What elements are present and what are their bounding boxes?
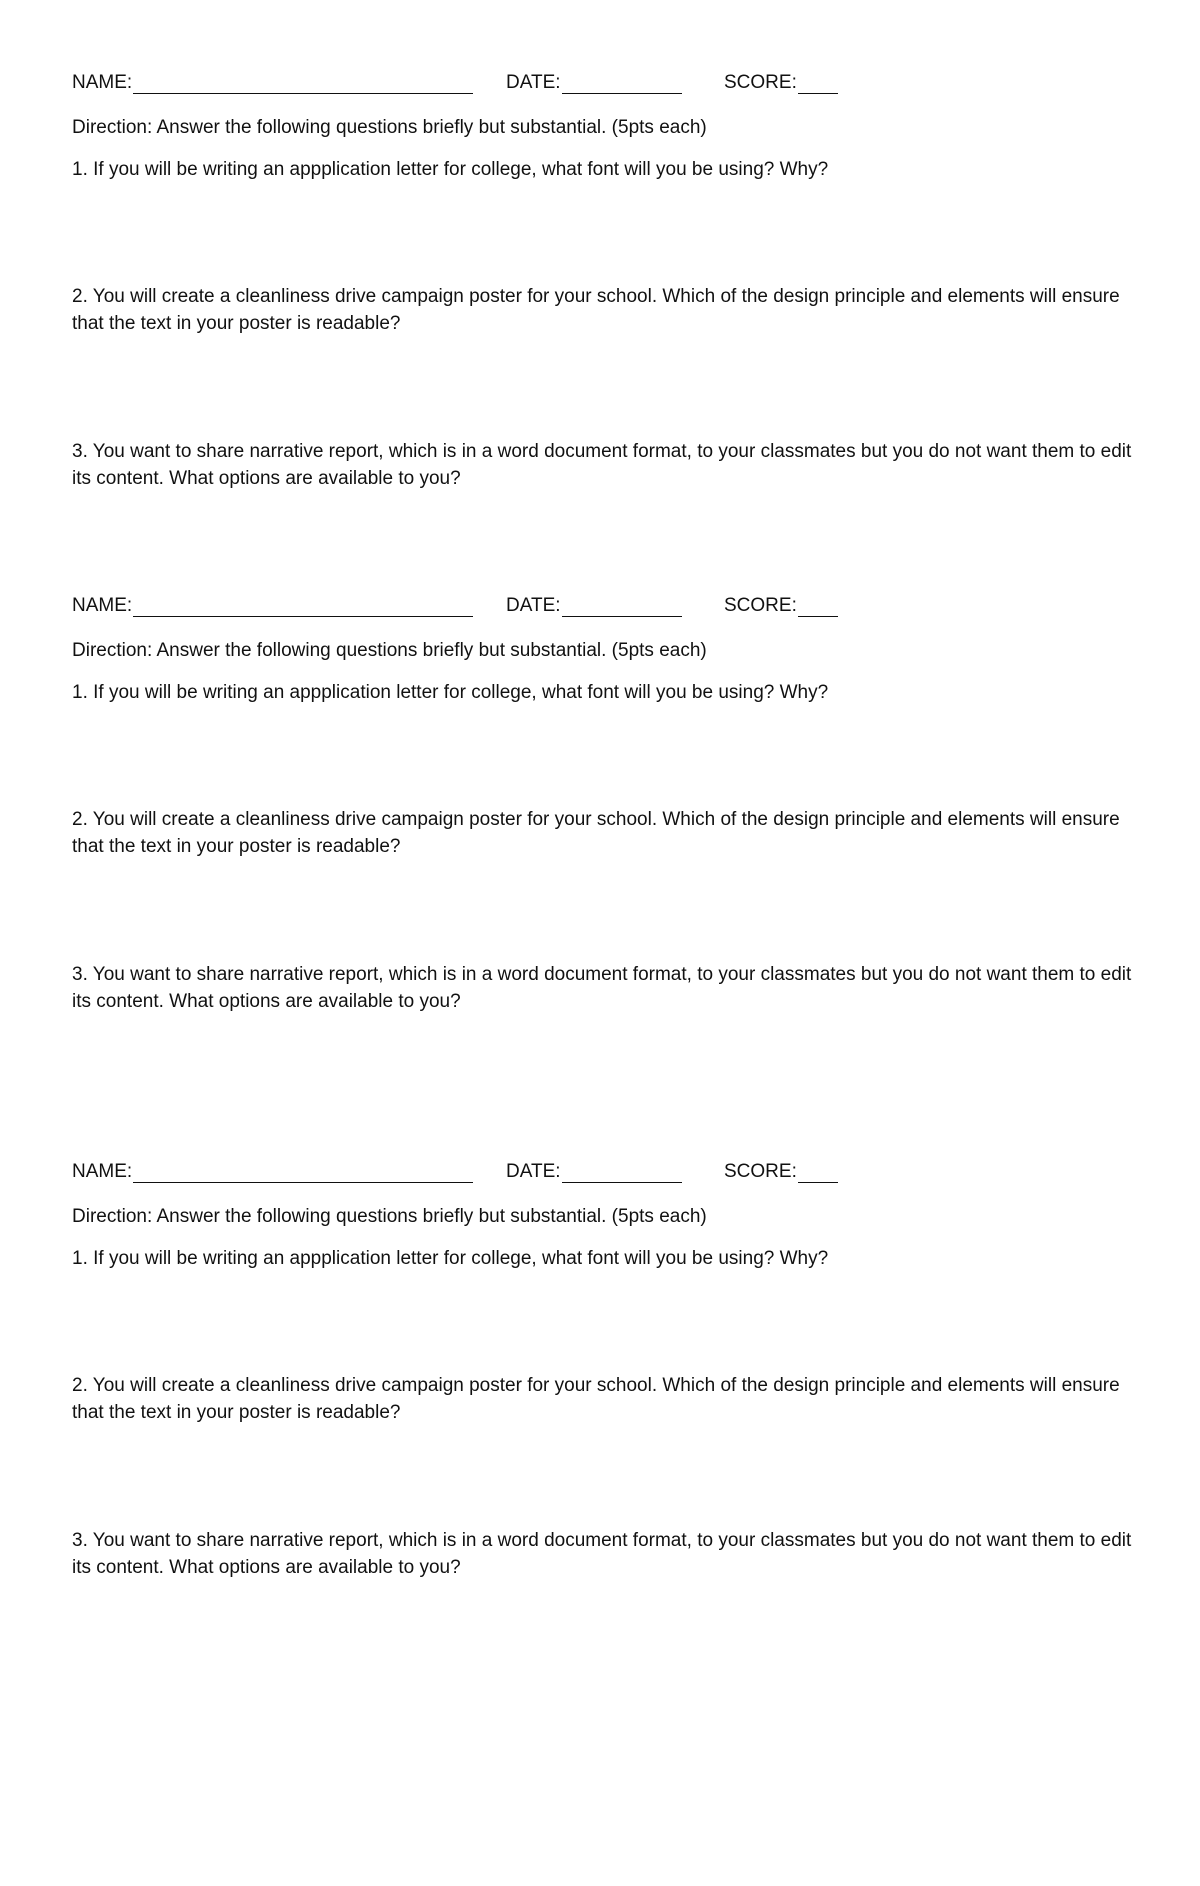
date-blank-line[interactable]: [562, 598, 682, 617]
score-field[interactable]: [724, 72, 838, 94]
date-label: DATE:: [506, 1161, 561, 1182]
question-3: 3. You want to share narrative report, which is in a word document format, to your classmates but you do not want them to edit its content. What options are available to you?: [72, 1530, 1132, 1578]
name-field[interactable]: [72, 595, 473, 617]
name-label: NAME:: [72, 595, 133, 616]
question-2: 2. You will create a cleanliness drive campaign poster for your school. Which of the design principle and elements will ensure that the text in your poster is readable?: [72, 1375, 1120, 1423]
student-info-row: [72, 1161, 1132, 1187]
question-1: 1. If you will be writing an appplication letter for college, what font will you be using? Why?: [72, 682, 829, 703]
name-blank-line[interactable]: [133, 75, 473, 94]
name-blank-line[interactable]: [133, 1164, 473, 1183]
date-blank-line[interactable]: [562, 1164, 682, 1183]
name-field[interactable]: [72, 72, 473, 94]
question-3: 3. You want to share narrative report, which is in a word document format, to your classmates but you do not want them to edit its content. What options are available to you?: [72, 441, 1132, 489]
score-label: SCORE:: [724, 72, 797, 93]
score-blank-line[interactable]: [798, 1164, 838, 1183]
name-blank-line[interactable]: [133, 598, 473, 617]
direction-text: Direction: Answer the following questions briefly but substantial. (5pts each): [72, 640, 707, 661]
question-2: 2. You will create a cleanliness drive campaign poster for your school. Which of the design principle and elements will ensure that the text in your poster is readable?: [72, 809, 1120, 857]
score-label: SCORE:: [724, 595, 797, 616]
name-label: NAME:: [72, 72, 133, 93]
question-3: 3. You want to share narrative report, which is in a word document format, to your classmates but you do not want them to edit its content. What options are available to you?: [72, 964, 1132, 1012]
score-field[interactable]: [724, 1161, 838, 1183]
date-field[interactable]: [506, 72, 682, 94]
score-label: SCORE:: [724, 1161, 797, 1182]
date-field[interactable]: [506, 595, 682, 617]
score-blank-line[interactable]: [798, 75, 838, 94]
name-field[interactable]: [72, 1161, 473, 1183]
score-blank-line[interactable]: [798, 598, 838, 617]
date-label: DATE:: [506, 595, 561, 616]
direction-text: Direction: Answer the following questions briefly but substantial. (5pts each): [72, 117, 707, 138]
date-label: DATE:: [506, 72, 561, 93]
name-label: NAME:: [72, 1161, 133, 1182]
date-blank-line[interactable]: [562, 75, 682, 94]
question-2: 2. You will create a cleanliness drive campaign poster for your school. Which of the design principle and elements will ensure that the text in your poster is readable?: [72, 286, 1120, 334]
student-info-row: [72, 595, 1132, 621]
student-info-row: [72, 72, 1132, 98]
score-field[interactable]: [724, 595, 838, 617]
question-1: 1. If you will be writing an appplication letter for college, what font will you be using? Why?: [72, 159, 829, 180]
question-1: 1. If you will be writing an appplication letter for college, what font will you be using? Why?: [72, 1248, 829, 1269]
direction-text: Direction: Answer the following questions briefly but substantial. (5pts each): [72, 1206, 707, 1227]
date-field[interactable]: [506, 1161, 682, 1183]
